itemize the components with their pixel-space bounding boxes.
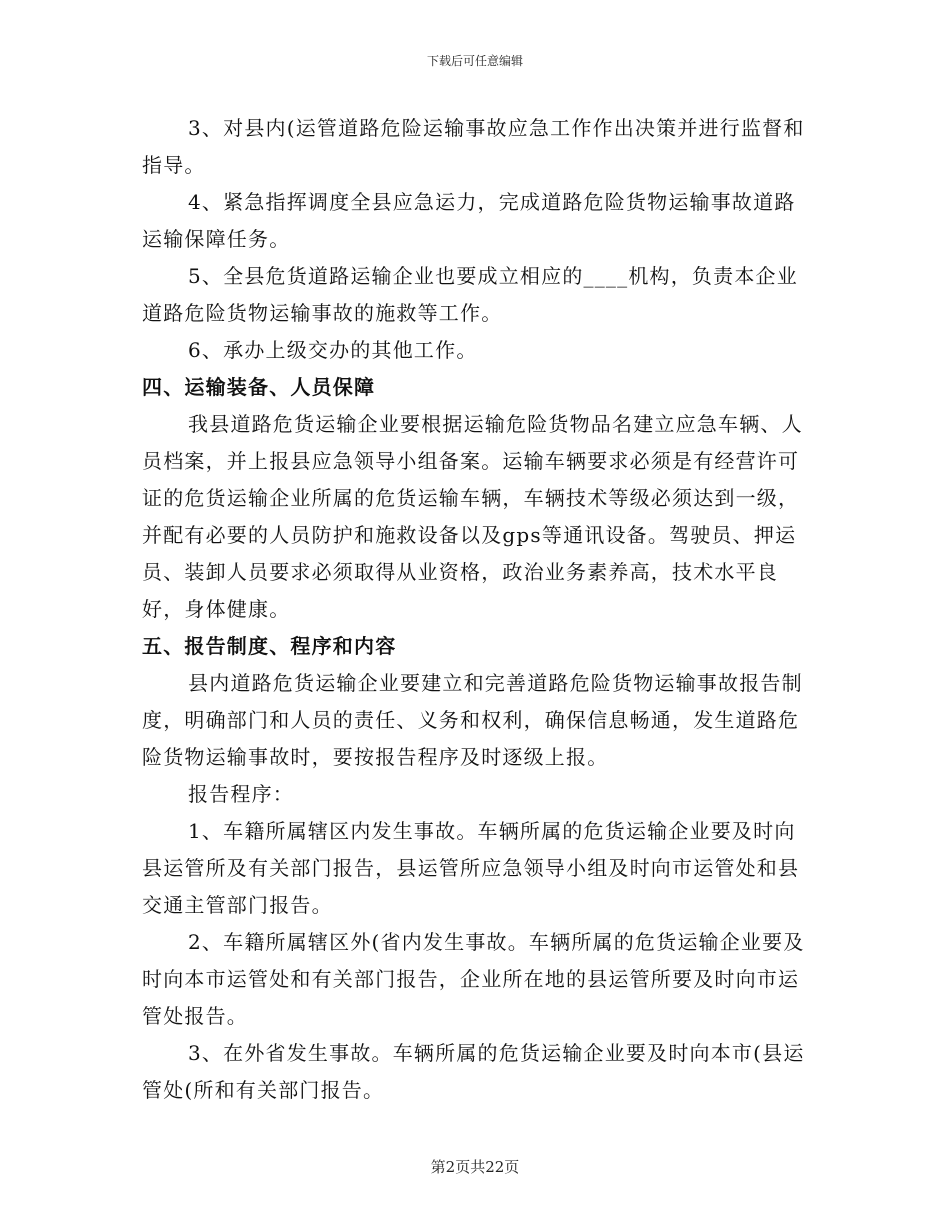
procedure-label: 报告程序： — [188, 782, 294, 806]
section-heading-5: 五、报告制度、程序和内容 — [142, 634, 397, 658]
procedure-item-2: 2、车籍所属辖区外(省内发生事故。车辆所属的危货运输企业要及时向本市运管处和有关部门报告，企业所在地的县运管所要及时向市运管处报告。 — [142, 930, 805, 1028]
paragraph-item-3: 3、对县内(运管道路危险运输事故应急工作作出决策并进行监督和指导。 — [142, 116, 805, 177]
section-4-text: 我县道路危货运输企业要根据运输危险货物品名建立应急车辆、人员档案，并上报县应急领导小组备案。运输车辆要求必须是有经营许可证的危货运输企业所属的危货运输车辆，车辆技术等级必须达到一级，并配有必要的人员防护和施救设备以及gps等通讯设备。驾驶员、押运员、装卸人员要求必须取得从业资格，政治业务素养高，技术水平良好，身体健康。 — [142, 412, 803, 621]
paragraph-item-6: 6、承办上级交办的其他工作。 — [188, 338, 478, 362]
section-heading-4: 四、运输装备、人员保障 — [142, 375, 376, 399]
page-footer: 第2页共22页 — [430, 1158, 520, 1176]
section-5-text: 县内道路危货运输企业要建立和完善道路危险货物运输事故报告制度，明确部门和人员的责任、义务和权利，确保信息畅通，发生道路危险货物运输事故时，要按报告程序及时逐级上报。 — [142, 671, 803, 769]
procedure-item-3: 3、在外省发生事故。车辆所属的危货运输企业要及时向本市(县运管处(所和有关部门报告。 — [142, 1041, 805, 1102]
paragraph-item-4: 4、紧急指挥调度全县应急运力，完成道路危险货物运输事故道路运输保障任务。 — [142, 190, 796, 251]
paragraph-item-5: 5、全县危货道路运输企业也要成立相应的____机构，负责本企业道路危险货物运输事故的施救等工作。 — [142, 264, 798, 325]
procedure-item-1: 1、车籍所属辖区内发生事故。车辆所属的危货运输企业要及时向县运管所及有关部门报告，县运管所应急领导小组及时向市运管处和县交通主管部门报告。 — [142, 819, 800, 917]
page-header: 下载后可任意编辑 — [426, 54, 523, 68]
document-body — [142, 110, 812, 1109]
